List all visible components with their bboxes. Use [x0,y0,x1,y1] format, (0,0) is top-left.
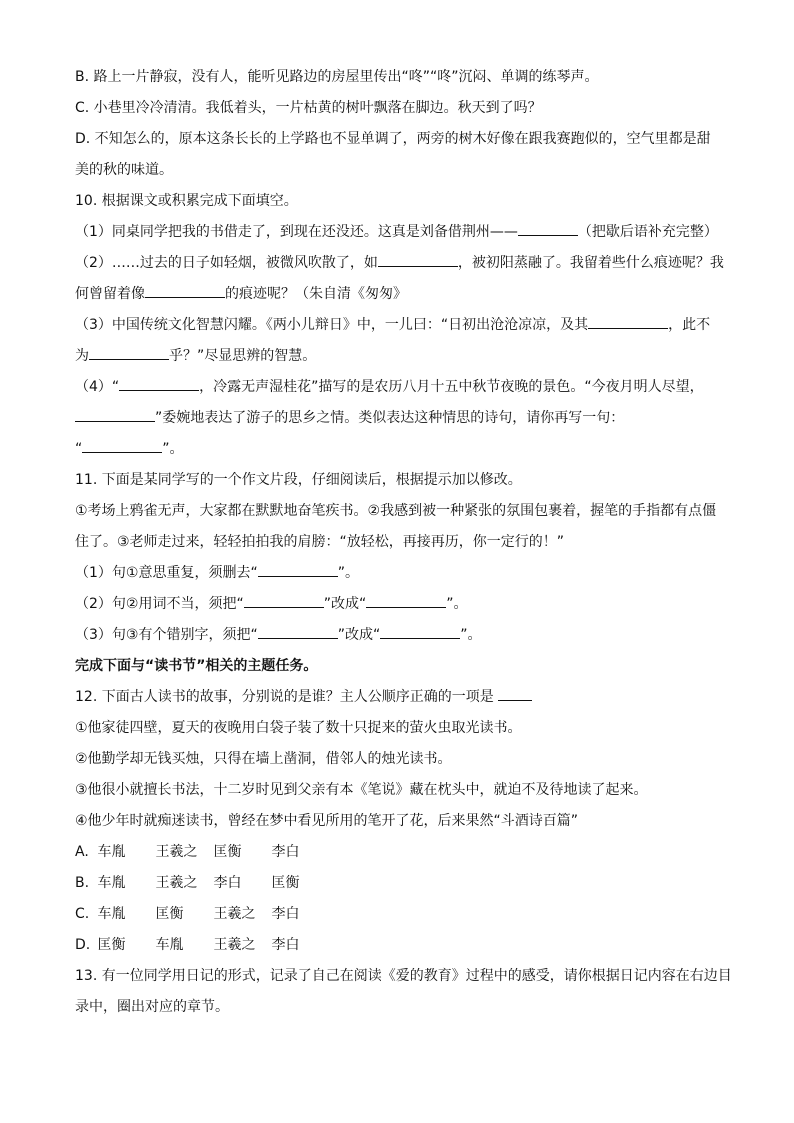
answer-blank[interactable] [380,624,460,639]
q11-item-3 [75,620,725,651]
q10-item-4-text: （4）“ [75,379,120,395]
q10-title: 10. 根据课文或积累完成下面填空。 [75,193,298,209]
answer-blank[interactable] [588,314,668,329]
q10-item-1-text: （1）同桌同学把我的书借走了，到现在还没还。这真是刘备借荆州—— [75,224,518,240]
q10-item-3-text-b: 为 [75,348,89,364]
q9-option-b: B. 路上一片静寂，没有人，能听见路边的房屋里传出“咚”“咚”沉闷、单调的练琴声。 [75,69,599,85]
option-name: 王羲之 [213,937,256,953]
answer-blank[interactable] [378,252,458,267]
q11-item-1 [75,558,725,589]
option-name: 李白 [271,844,300,860]
q11-item-2-end: ”。 [446,596,468,612]
q11-item-3-end: ”。 [460,627,482,643]
q10-item-4-text-b: ”委婉地表达了游子的思乡之情。类似表达这种情思的诗句，请你再写一句： [155,410,625,426]
q12-story-2: ②他勤学却无钱买烛，只得在墙上凿洞，借邻人的烛光读书。 [75,751,452,767]
option-name: 王羲之 [155,844,198,860]
q10-item-3-line2 [75,341,725,372]
q9-option-c: C. 小巷里冷冷清清。我低着头，一片枯黄的树叶飘落在脚边。秋天到了吗？ [75,100,542,116]
q12-title-line [75,682,725,713]
q9-option-d: D. 不知怎么的，原本这条长长的上学路也不显单调了，两旁的树木好像在跟我赛跑似的，空气里都是甜 [75,131,711,147]
q11-passage-line-2: 住了。③老师走过来，轻轻拍拍我的肩膀：“放轻松，再接再历，你一定行的！” [75,534,565,550]
q10-item-3 [75,310,725,341]
option-name: 匡衡 [213,844,242,860]
q11-title: 11. 下面是某同学写的一个作文片段，仔细阅读后，根据提示加以修改。 [75,472,522,488]
q11-item-1-text: （1）句①意思重复，须删去“ [75,565,258,581]
answer-blank[interactable] [82,438,162,453]
option-label: D. [75,937,91,953]
q10-item-2 [75,248,725,279]
answer-blank[interactable] [498,686,532,701]
option-name: 匡衡 [271,875,300,891]
q10-item-2-text-b: 何曾留着像 [75,286,145,302]
option-name: 李白 [271,937,300,953]
q10-item-2-source: 的痕迹呢？（朱自清《匆匆》 [225,286,407,302]
q11-item-1-end: ”。 [337,565,359,581]
option-name: 李白 [213,875,242,891]
q10-item-2-text: （2）……过去的日子如轻烟，被微风吹散了，如 [75,255,378,271]
option-name: 匡衡 [155,906,184,922]
answer-blank[interactable] [119,376,199,391]
q10-item-4-line3 [75,434,725,465]
q10-item-4-open-quote: “ [75,441,83,457]
answer-blank[interactable] [258,562,338,577]
answer-blank[interactable] [89,345,169,360]
q10-item-1-hint: （把歇后语补充完整） [577,224,718,240]
answer-blank[interactable] [145,283,225,298]
q12-option-c[interactable] [75,899,725,930]
option-name: 车胤 [97,906,126,922]
option-name: 车胤 [97,844,126,860]
option-name: 匡衡 [97,937,126,953]
q12-option-a[interactable] [75,837,725,868]
option-label: B. [75,875,90,891]
q10-item-4-text-cont: ，冷露无声湿桂花”描写的是农历八月十五中秋节夜晚的景色。“今夜月明人尽望， [199,379,704,395]
option-name: 车胤 [155,937,184,953]
q13-line-2: 录中，圈出对应的章节。 [75,999,229,1015]
option-name: 王羲之 [155,875,198,891]
q11-item-2-mid: ”改成“ [323,596,367,612]
option-name: 王羲之 [213,906,256,922]
q12-option-b[interactable] [75,868,725,899]
option-name: 李白 [271,906,300,922]
q11-passage-line-1: ①考场上鸦雀无声，大家都在默默地奋笔疾书。②我感到被一种紧张的氛围包裹着，握笔的手指都有点僵 [75,503,717,519]
q10-item-1 [75,217,725,248]
q10-item-3-text-end: 乎？”尽显思辨的智慧。 [169,348,317,364]
option-name: 车胤 [97,875,126,891]
q9-option-d-continued: 美的秋的味道。 [75,162,173,178]
q13-line-1: 13. 有一位同学用日记的形式，记录了自己在阅读《爱的教育》过程中的感受，请你根据日记内容在右边目 [75,968,732,984]
q11-item-3-mid: ”改成“ [337,627,381,643]
q10-item-2-text-cont: ，被初阳蒸融了。我留着些什么痕迹呢？我 [457,255,724,271]
answer-blank[interactable] [518,221,578,236]
q12-story-4: ④他少年时就痴迷读书，曾经在梦中看见所用的笔开了花，后来果然“斗酒诗百篇” [75,813,579,829]
q12-story-1: ①他家徒四壁，夏天的夜晚用白袋子装了数十只捉来的萤火虫取光读书。 [75,720,522,736]
section-heading: 完成下面与“读书节”相关的主题任务。 [75,658,318,674]
exam-page [75,62,732,1023]
q11-item-3-text: （3）句③有个错别字，须把“ [75,627,258,643]
q10-item-4 [75,372,725,403]
q10-item-4-line2 [75,403,725,434]
option-label: A. [75,844,89,860]
q12-title: 12. 下面古人读书的故事，分别说的是谁？主人公顺序正确的一项是 [75,689,494,705]
q10-item-3-text: （3）中国传统文化智慧闪耀。《两小儿辩日》中，一儿曰：“日初出沧沧凉凉，及其 [75,317,589,333]
q10-item-2-line2 [75,279,725,310]
q10-item-3-text-cont: ，此不 [668,317,711,333]
q10-item-4-close-quote: ”。 [162,441,184,457]
q12-option-d[interactable] [75,930,725,961]
answer-blank[interactable] [244,593,324,608]
answer-blank[interactable] [258,624,338,639]
answer-blank[interactable] [75,407,155,422]
q11-item-2 [75,589,725,620]
option-label: C. [75,906,90,922]
answer-blank[interactable] [366,593,446,608]
q11-item-2-text: （2）句②用词不当，须把“ [75,596,244,612]
q12-story-3: ③他很小就擅长书法，十二岁时见到父亲有本《笔说》藏在枕头中，就迫不及待地读了起来。 [75,782,648,798]
